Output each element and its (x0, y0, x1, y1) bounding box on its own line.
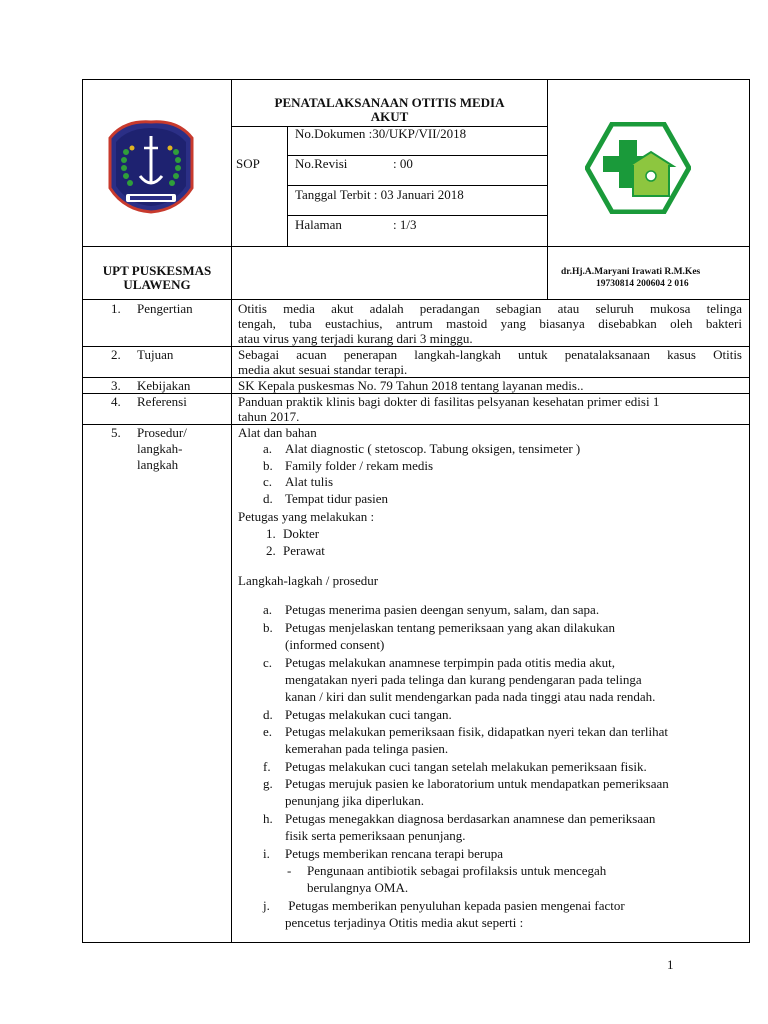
list-marker: g. (263, 776, 273, 791)
section-number: 3. (111, 378, 121, 393)
list-marker: a. (263, 441, 273, 456)
list-item-continued: mengatakan nyeri pada telinga dan kurang pendengaran pada telinga (285, 672, 642, 687)
list-item-continued: fisik serta pemeriksaan penunjang. (285, 828, 466, 843)
sop-label: SOP (236, 156, 260, 171)
list-marker: 2. (266, 543, 276, 558)
section-label-prosedur-line2: langkah- (137, 441, 183, 456)
sub-list-marker: - (287, 863, 292, 878)
regency-emblem-icon (104, 118, 198, 214)
list-marker: f. (263, 759, 271, 774)
section-label-prosedur-line1: Prosedur/ (137, 425, 187, 440)
list-item: Petugs memberikan rencana terapi berupa (285, 846, 504, 861)
section-number: 1. (111, 301, 121, 316)
header-bottom-line (82, 246, 750, 247)
section-label-pengertian: Pengertian (137, 301, 193, 316)
list-item: Dokter (283, 526, 320, 541)
pengertian-line1: Otitis media akut adalah peradangan sebagian atau seluruh mukosa telinga (238, 301, 742, 316)
list-marker: a. (263, 602, 273, 617)
section-number: 4. (111, 394, 121, 409)
table-border-bottom (82, 942, 750, 943)
list-item: Petugas melakukan cuci tangan. (285, 707, 452, 722)
list-item: Petugas menegakkan diagnosa berdasarkan anamnese dan pemeriksaan (285, 811, 656, 826)
list-marker: c. (263, 655, 273, 670)
no-revisi-value: : 00 (393, 156, 413, 171)
pengertian-line3: atau virus yang terjadi kurang dari 3 minggu. (238, 331, 473, 346)
list-item-continued: kemerahan pada telinga pasien. (285, 741, 449, 756)
langkah-heading: Langkah-lagkah / prosedur (238, 573, 379, 588)
sop-divider (287, 126, 288, 246)
list-item: Family folder / rekam medis (285, 458, 434, 473)
column-divider-left (231, 79, 232, 943)
section-label-kebijakan: Kebijakan (137, 378, 191, 393)
no-dokumen: No.Dokumen :30/UKP/VII/2018 (295, 126, 467, 141)
referensi-line2: tahun 2017. (238, 409, 300, 424)
section-number: 2. (111, 347, 121, 362)
list-item-continued: pencetus terjadinya Otitis media akut seperti : (285, 915, 524, 930)
list-marker: i. (263, 846, 270, 861)
list-item: Alat tulis (285, 474, 334, 489)
pengertian-line2: tengah, tuba eustachius, antrum mastoid yang biasanya disebabkan oleh bakteri (238, 316, 742, 331)
signatory-name: dr.Hj.A.Maryani Irawati R.M.Kes (561, 267, 701, 277)
list-item: Petugas melakukan pemeriksaan fisik, didapatkan nyeri tekan dan terlihat (285, 724, 669, 739)
table-border-left (82, 79, 83, 943)
list-item: Alat diagnostic ( stetoscop. Tabung oksigen, tensimeter ) (285, 441, 581, 456)
list-marker: 1. (266, 526, 276, 541)
list-marker: d. (263, 491, 273, 506)
alat-heading: Alat dan bahan (238, 425, 317, 440)
section-label-referensi: Referensi (137, 394, 187, 409)
section-label-tujuan: Tujuan (137, 347, 174, 362)
list-marker: e. (263, 724, 273, 739)
list-item: Petugas melakukan cuci tangan setelah melakukan pemeriksaan fisik. (285, 759, 647, 774)
org-name-line2: ULAWENG (123, 277, 191, 292)
document-title-line2: AKUT (370, 109, 409, 124)
halaman-value: : 1/3 (393, 217, 417, 232)
org-name-line1: UPT PUSKESMAS (102, 263, 212, 278)
list-marker: h. (263, 811, 273, 826)
list-item-continued: (informed consent) (285, 637, 385, 652)
list-item: Petugas menjelaskan tentang pemeriksaan yang akan dilakukan (285, 620, 615, 635)
list-item-continued: penunjang jika diperlukan. (285, 793, 424, 808)
tujuan-line2: media akut sesuai standar terapi. (238, 362, 408, 377)
halaman-label: Halaman (295, 217, 342, 232)
list-item: Petugas melakukan anamnese terpimpin pada otitis media akut, (285, 655, 615, 670)
sub-list-item: Pengunaan antibiotik sebagai profilaksis untuk mencegah (307, 863, 607, 878)
petugas-heading: Petugas yang melakukan : (238, 509, 375, 524)
referensi-line1: Panduan praktik klinis bagi dokter di fasilitas pelsyanan kesehatan primer edisi 1 (238, 394, 660, 409)
no-revisi-label: No.Revisi (295, 156, 348, 171)
section-label-prosedur-line3: langkah (137, 457, 179, 472)
list-marker: j. (263, 898, 270, 913)
sub-list-item-continued: berulangnya OMA. (307, 880, 409, 895)
tanggal-terbit: Tanggal Terbit : 03 Januari 2018 (295, 187, 464, 202)
table-border-top (82, 79, 750, 80)
list-item: Tempat tidur pasien (285, 491, 389, 506)
list-marker: b. (263, 458, 273, 473)
table-border-right (749, 79, 750, 943)
list-item: Petugas memberikan penyuluhan kepada pasien mengenai factor (285, 898, 625, 913)
list-item: Perawat (283, 543, 325, 558)
kebijakan-line1: SK Kepala puskesmas No. 79 Tahun 2018 tentang layanan medis.. (238, 378, 584, 393)
list-marker: c. (263, 474, 273, 489)
tujuan-line1: Sebagai acuan penerapan langkah-langkah untuk penatalaksanaan kasus Otitis (238, 347, 742, 362)
list-marker: b. (263, 620, 273, 635)
document-title-line1: PENATALAKSANAAN OTITIS MEDIA (274, 95, 505, 110)
page-number: 1 (667, 957, 674, 972)
list-item: Petugas menerima pasien deengan senyum, salam, dan sapa. (285, 602, 600, 617)
list-item-continued: kanan / kiri dan sulit mendengarkan pada nada tinggi atau nada rendah. (285, 689, 656, 704)
list-item: Petugas merujuk pasien ke laboratorium untuk mendapatkan pemeriksaan (285, 776, 669, 791)
puskesmas-logo-icon (585, 122, 691, 214)
list-marker: d. (263, 707, 273, 722)
section-number: 5. (111, 425, 121, 440)
column-divider-right (547, 79, 548, 299)
signatory-nip: 19730814 200604 2 016 (596, 279, 689, 289)
